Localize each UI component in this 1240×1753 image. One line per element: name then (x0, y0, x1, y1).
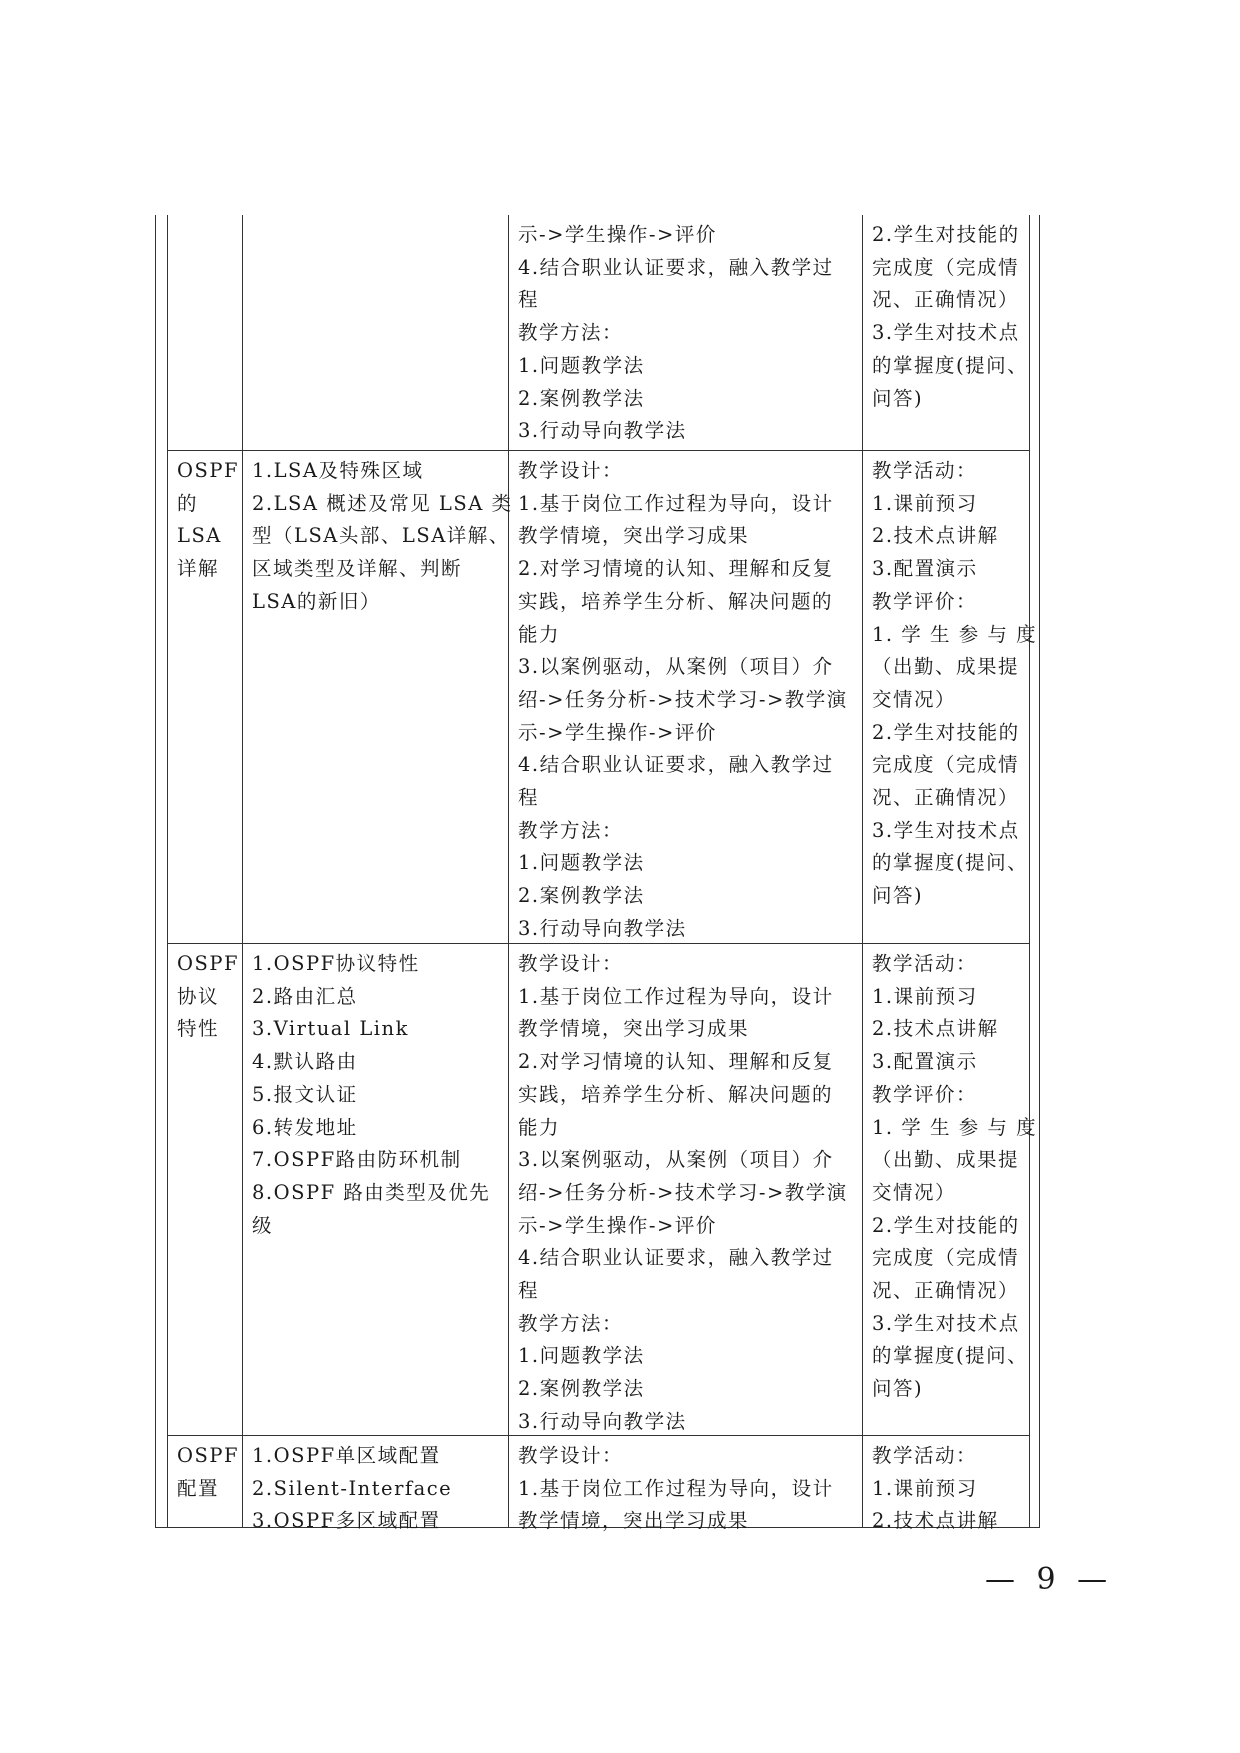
page-number: — 9 — (985, 1562, 1114, 1597)
table-row (168, 451, 1038, 944)
table-row (168, 1436, 1029, 1533)
table-row (168, 215, 1029, 451)
topic-cell: OSPF 的 LSA 详解 (177, 459, 239, 581)
content-cell: 1.LSA及特殊区域 2.LSA 概述及常见 LSA 类 型（LSA头部、LSA详解、 区域类型及详解、判断 LSA的新旧） (252, 459, 513, 613)
design-cell: 示->学生操作->评价 4.结合职业认证要求，融入教学过 程 教学方法： 1.问题教学法 2.案例教学法 3.行动导向教学法 (518, 223, 834, 443)
design-cell: 教学设计： 1.基于岗位工作过程为导向，设计 教学情境，突出学习成果 (518, 1444, 834, 1533)
content-cell: 1.OSPF单区域配置 2.Silent-Interface 3.OSPF多区域配置 (252, 1444, 453, 1533)
content-cell: 1.OSPF协议特性 2.路由汇总 3.Virtual Link 4.默认路由 5.报文认证 6.转发地址 7.OSPF路由防环机制 8.OSPF 路由类型及优先 级 (252, 952, 491, 1237)
topic-cell: OSPF 协议 特性 (177, 952, 239, 1041)
design-cell: 教学设计： 1.基于岗位工作过程为导向，设计 教学情境，突出学习成果 2.对学习情境的认知、理解和反复 实践，培养学生分析、解决问题的 能力 3.以案例驱动，从案例（项目）介 绍->任务分析->技术学习->教学演 示->学生操作->评价 4.结合职业认证要求，融入教学过 程 教学方法： 1.问题教学法 2.案例教学法 3.行动导向教学法 (518, 459, 848, 940)
activity-cell: 教学活动： 1.课前预习 2.技术点讲解 3.配置演示 教学评价： 1. 学 生 参 与 度 （出勤、成果提 交情况） 2.学生对技能的 完成度（完成情 况、正确情况） 3.学生对技术点 的掌握度(提问、 问答) (872, 459, 1038, 908)
activity-cell: 教学活动： 1.课前预习 2.技术点讲解 3.配置演示 教学评价： 1. 学 生 参 与 度 （出勤、成果提 交情况） 2.学生对技能的 完成度（完成情 况、正确情况） 3.学生对技术点 的掌握度(提问、 问答) (872, 952, 1038, 1401)
activity-cell: 2.学生对技能的 完成度（完成情 况、正确情况） 3.学生对技术点 的掌握度(提问、 问答) (872, 223, 1029, 410)
table-row (168, 944, 1038, 1436)
course-table (167, 215, 1038, 1533)
design-cell: 教学设计： 1.基于岗位工作过程为导向，设计 教学情境，突出学习成果 2.对学习情境的认知、理解和反复 实践，培养学生分析、解决问题的 能力 3.以案例驱动，从案例（项目）介 绍->任务分析->技术学习->教学演 示->学生操作->评价 4.结合职业认证要求，融入教学过 程 教学方法： 1.问题教学法 2.案例教学法 3.行动导向教学法 (518, 952, 848, 1433)
topic-cell: OSPF 配置 (177, 1444, 239, 1500)
activity-cell: 教学活动： 1.课前预习 2.技术点讲解 (872, 1444, 999, 1533)
